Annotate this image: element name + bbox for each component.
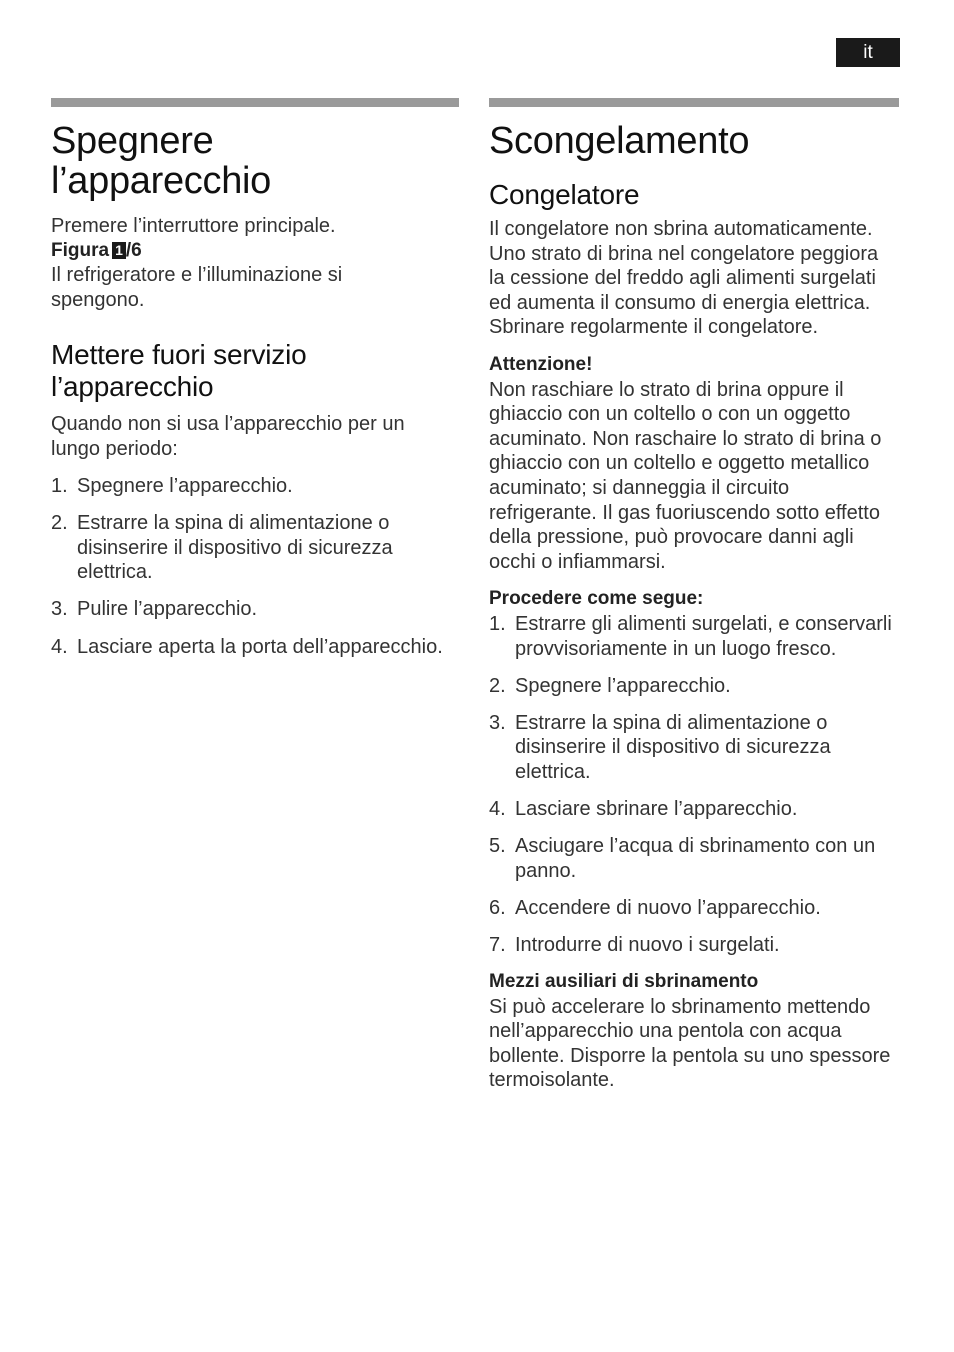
step-number: 3. [489,711,506,734]
step-text: Pulire l’apparecchio. [77,598,258,621]
warning-label: Attenzione! [489,353,593,375]
list-item [489,896,899,921]
step-number: 7. [489,933,506,956]
list-item [489,797,899,822]
procedure-label: Procedere come segue: [489,588,704,610]
step-text: Asciugare l’acqua di sbrinamento con un panno. [515,835,876,882]
figure-number-badge: 1 [112,242,126,259]
list-item [51,474,459,499]
section-rule [51,98,459,107]
section-title-defrosting: Scongelamento [489,120,750,162]
defrost-aids-label: Mezzi ausiliari di sbrinamento [489,970,759,992]
freezer-intro: Il congelatore non sbrina automaticamente. Uno strato di brina nel congelatore peggiora la cessione del freddo agli alimenti surgelati ed aumenta il consumo di energia elettrica. Sbrinare regolarmente il congelatore. [489,218,879,339]
step-text: Lasciare aperta la porta dell’apparecchio. [77,635,443,658]
figure-prefix: Figura [51,239,110,261]
step-text: Estrarre la spina di alimentazione o disinserire il dispositivo di sicurezza elettrica. [515,711,831,783]
list-item [51,511,459,585]
step-number: 4. [51,635,68,658]
step-text: Spegnere l’apparecchio. [77,475,293,498]
figure-reference [51,239,459,264]
switch-off-intro: Premere l’interruttore principale. [51,215,336,237]
list-item [489,674,899,699]
step-text: Lasciare sbrinare l’apparecchio. [515,797,798,820]
section-rule [489,98,899,107]
step-text: Accendere di nuovo l’apparecchio. [515,896,821,919]
warning-text: Non raschiare lo strato di brina oppure il ghiaccio con un coltello o con un oggetto acuminato. Non raschaire lo strato di brina o ghiaccio con un coltello e oggetto metallico acuminato; si danneggia il circuito refrigerante. Il gas fuoriuscendo sotto effetto della pressione, può provocare danni agli occhi o infiammarsi. [489,378,882,573]
list-item [489,711,899,785]
list-item [489,933,899,958]
step-number: 3. [51,598,68,621]
list-item [51,597,459,622]
step-number: 1. [51,475,68,498]
step-text: Estrarre gli alimenti surgelati, e conservarli provvisoriamente in un luogo fresco. [515,612,892,660]
step-number: 1. [489,612,506,635]
step-number: 5. [489,835,506,858]
step-text: Estrarre la spina di alimentazione o disinserire il dispositivo di sicurezza elettrica. [77,512,393,584]
step-text: Introdurre di nuovo i surgelati. [515,933,780,956]
step-number: 6. [489,896,506,919]
decommission-intro: Quando non si usa l’apparecchio per un lungo periodo: [51,413,405,460]
switch-off-result: Il refrigeratore e l’illuminazione si spengono. [51,264,343,311]
decommission-steps [51,474,459,659]
step-number: 4. [489,797,506,820]
defrost-steps [489,612,899,958]
list-item [489,834,899,883]
section-heading-decommission: Mettere fuori servizio l’apparecchio [51,339,307,403]
list-item [489,612,899,661]
step-text: Spegnere l’apparecchio. [515,674,731,697]
section-title-switch-off: Spegnere l’apparecchio [51,120,272,202]
figure-suffix: /6 [125,239,142,261]
defrost-aids-text: Si può accelerare lo sbrinamento mettendo nell’apparecchio una pentola con acqua bollente. Disporre la pentola su uno spessore termoisolante. [489,995,891,1092]
language-tab: it [836,38,900,67]
step-number: 2. [51,512,68,535]
list-item [51,635,459,660]
subsection-heading-freezer: Congelatore [489,179,640,210]
right-column [489,98,899,1093]
left-column [51,98,459,672]
step-number: 2. [489,674,506,697]
